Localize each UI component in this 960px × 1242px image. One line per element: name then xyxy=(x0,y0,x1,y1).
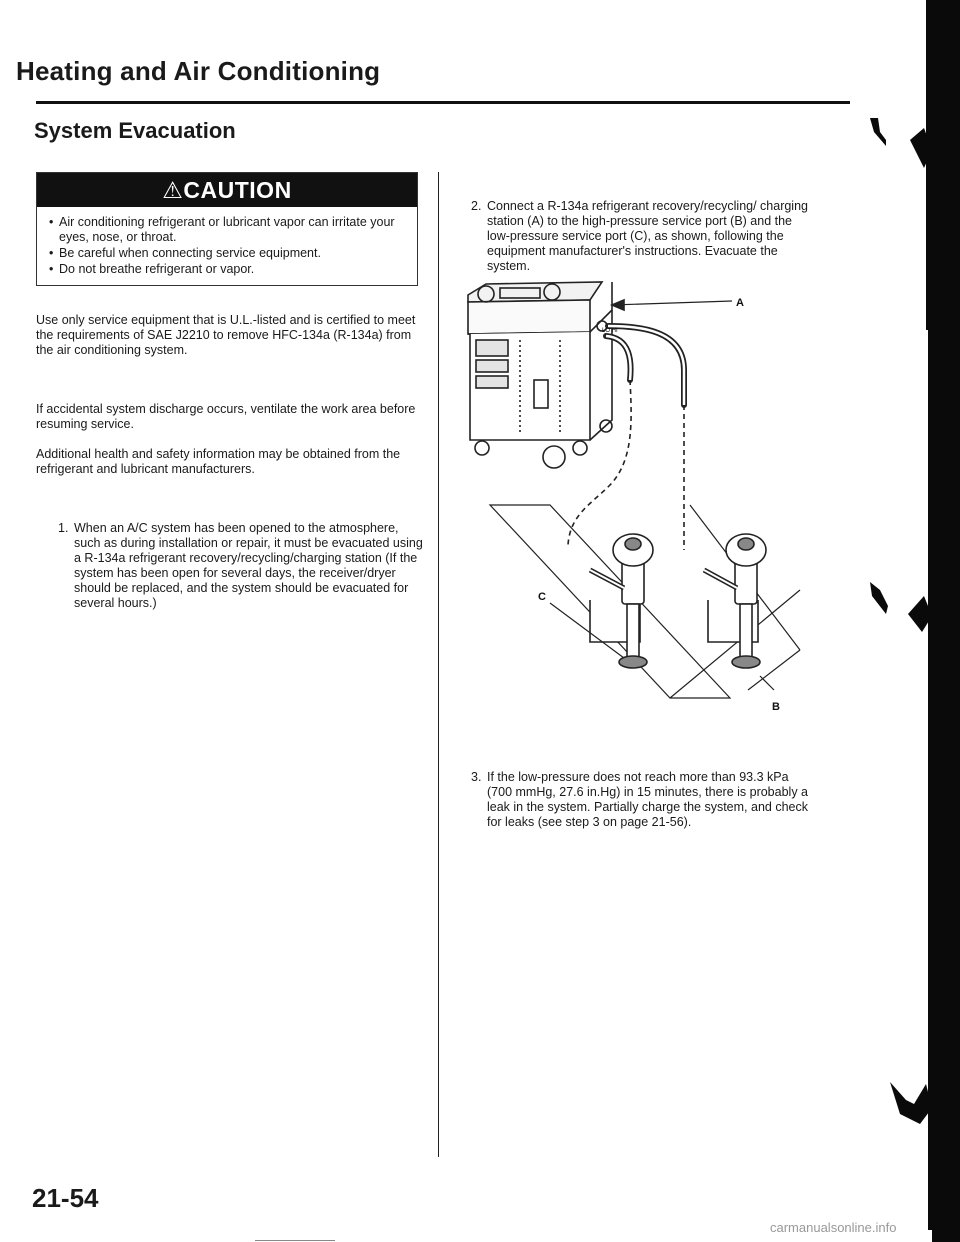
callout-a: A xyxy=(736,297,744,309)
step-number: 1. xyxy=(58,521,69,535)
caution-item: • Air conditioning refrigerant or lubricant vapor can irritate your eyes, nose, or throat. xyxy=(49,215,409,245)
callout-c: C xyxy=(538,591,546,603)
step-2 xyxy=(471,199,816,273)
caution-item: • Do not breathe refrigerant or vapor. xyxy=(49,262,409,277)
caution-header: ⚠CAUTION xyxy=(37,173,417,207)
paragraph-equipment: Use only service equipment that is U.L.-listed and is certified to meet the requirements of SAE J2210 to remove HFC-134a (R-134a) from the air conditioning system. xyxy=(36,313,416,357)
step-1 xyxy=(58,521,423,641)
caution-list xyxy=(49,215,409,278)
column-divider xyxy=(438,172,439,1157)
gauge-label: LO HI xyxy=(602,328,618,334)
paragraph-safety: Additional health and safety information may be obtained from the refrigerant and lubricant manufacturers. xyxy=(36,447,401,476)
step-text: Connect a R-134a refrigerant recovery/recycling/ charging station (A) to the high-pressure service port (B) and the low-pressure service port (C), as shown, following the equipment manufacturer's instructions. Evacuate the system. xyxy=(487,199,808,273)
page-title: Heating and Air Conditioning xyxy=(16,56,381,86)
caution-box xyxy=(36,172,418,286)
footer-rule xyxy=(255,1240,335,1241)
step-text: If the low-pressure does not reach more than 93.3 kPa (700 mmHg, 27.6 in.Hg) in 15 minutes, there is probably a leak in the system. Partially charge the system, and check for leaks (see step 3 on page 21-56). xyxy=(487,770,808,829)
step-text: When an A/C system has been opened to the atmosphere, such as during installation or repair, it must be evacuated using a R-134a refrigerant recovery/recycling/charging station (If the system has been open for several days, the receiver/dryer should be replaced, and the system should be evacuated for several hours.) xyxy=(74,521,423,610)
title-rule xyxy=(36,101,850,104)
callout-b: B xyxy=(772,701,780,713)
step-number: 2. xyxy=(471,199,482,213)
section-title: System Evacuation xyxy=(34,118,236,143)
page-number: 21-54 xyxy=(32,1183,99,1213)
step-number: 3. xyxy=(471,770,482,784)
evacuation-diagram xyxy=(440,270,840,740)
step-3 xyxy=(471,770,816,850)
binding-edge xyxy=(870,0,960,1242)
paragraph-discharge: If accidental system discharge occurs, ventilate the work area before resuming service. xyxy=(36,402,416,431)
footer-watermark: carmanualsonline.info xyxy=(770,1220,897,1235)
caution-item: • Be careful when connecting service equipment. xyxy=(49,246,409,261)
